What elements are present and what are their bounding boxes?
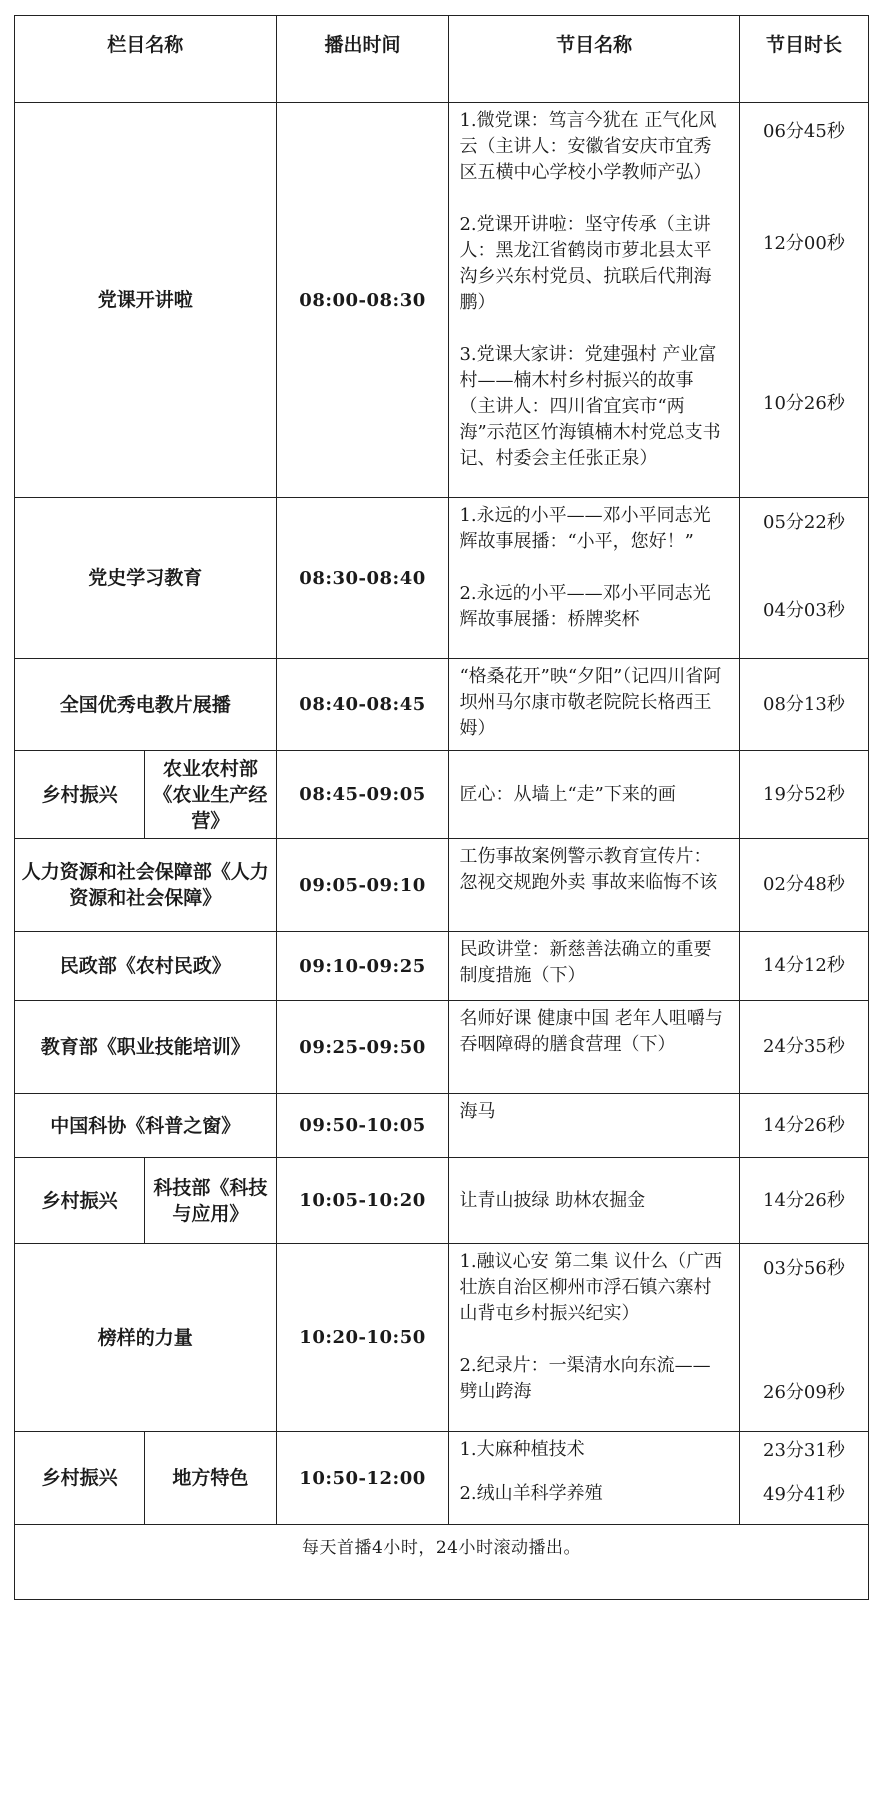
time-cell: 10:50-12:00 bbox=[276, 1432, 449, 1525]
table-row bbox=[15, 498, 869, 659]
table-row bbox=[15, 659, 869, 751]
duration-value: 24分35秒 bbox=[739, 1001, 868, 1094]
program-item: “格桑花开”映“夕阳”（记四川省阿坝州马尔康市敬老院院长格西王姆） bbox=[459, 666, 722, 739]
sub-column-cell: 地方特色 bbox=[145, 1432, 276, 1525]
duration-value: 14分12秒 bbox=[739, 932, 868, 1001]
sub-column-cell: 科技部《科技与应用》 bbox=[145, 1158, 276, 1244]
duration-value: 04分03秒 bbox=[763, 600, 845, 621]
program-cell bbox=[449, 103, 739, 498]
program-item: 2.党课开讲啦：坚守传承（主讲人：黑龙江省鹤岗市萝北县太平沟乡兴东村党员、抗联后代荆海鹏） bbox=[459, 214, 712, 313]
column-cell: 乡村振兴 bbox=[15, 1432, 145, 1525]
time-cell: 09:50-10:05 bbox=[276, 1094, 449, 1158]
table-row bbox=[15, 1158, 869, 1244]
time-cell: 08:40-08:45 bbox=[276, 659, 449, 751]
footer-row bbox=[15, 1525, 869, 1600]
program-cell bbox=[449, 659, 739, 751]
duration-cell bbox=[739, 103, 868, 498]
duration-value: 14分26秒 bbox=[739, 1158, 868, 1244]
time-cell: 09:10-09:25 bbox=[276, 932, 449, 1001]
column-cell: 教育部《职业技能培训》 bbox=[15, 1001, 277, 1094]
duration-value: 14分26秒 bbox=[739, 1094, 868, 1158]
footer-note: 每天首播4小时，24小时滚动播出。 bbox=[15, 1525, 869, 1600]
duration-value: 03分56秒 bbox=[763, 1258, 845, 1279]
program-item: 民政讲堂：新慈善法确立的重要制度措施（下） bbox=[449, 932, 739, 1001]
table-row bbox=[15, 1094, 869, 1158]
time-cell: 08:00-08:30 bbox=[276, 103, 449, 498]
duration-value: 06分45秒 bbox=[763, 121, 845, 142]
table-row bbox=[15, 1244, 869, 1432]
program-item: 2.永远的小平——邓小平同志光辉故事展播：桥牌奖杯 bbox=[459, 583, 711, 630]
duration-cell bbox=[739, 1432, 868, 1525]
column-cell: 乡村振兴 bbox=[15, 1158, 145, 1244]
program-item: 海马 bbox=[449, 1094, 739, 1158]
duration-cell bbox=[739, 498, 868, 659]
duration-value: 10分26秒 bbox=[763, 393, 845, 414]
duration-value: 26分09秒 bbox=[763, 1382, 845, 1403]
program-item: 工伤事故案例警示教育宣传片：忽视交规跑外卖 事故来临悔不该 bbox=[449, 839, 739, 932]
table-row bbox=[15, 839, 869, 932]
duration-value: 08分13秒 bbox=[739, 659, 868, 751]
program-item: 2.纪录片：一渠清水向东流——劈山跨海 bbox=[459, 1355, 711, 1402]
sub-column-cell: 农业农村部《农业生产经营》 bbox=[145, 751, 276, 839]
duration-cell bbox=[739, 1244, 868, 1432]
schedule-table bbox=[14, 15, 869, 1600]
time-cell: 08:45-09:05 bbox=[276, 751, 449, 839]
program-item: 名师好课 健康中国 老年人咀嚼与吞咽障碍的膳食营理（下） bbox=[449, 1001, 739, 1094]
program-item: 1.永远的小平——邓小平同志光辉故事展播：“小平，您好！” bbox=[459, 505, 711, 552]
program-item: 1.大麻种植技术 bbox=[459, 1439, 585, 1460]
duration-value: 23分31秒 bbox=[763, 1440, 845, 1461]
column-cell: 榜样的力量 bbox=[15, 1244, 277, 1432]
duration-value: 02分48秒 bbox=[739, 839, 868, 932]
table-row bbox=[15, 1432, 869, 1525]
time-cell: 10:05-10:20 bbox=[276, 1158, 449, 1244]
program-item: 3.党课大家讲：党建强村 产业富村——楠木村乡村振兴的故事（主讲人：四川省宜宾市“两海”示范区竹海镇楠木村党总支书记、村委会主任张正泉） bbox=[459, 344, 721, 469]
table-row bbox=[15, 751, 869, 839]
program-cell bbox=[449, 498, 739, 659]
program-item: 1.融议心安 第二集 议什么（广西壮族自治区柳州市浮石镇六寨村山背屯乡村振兴纪实） bbox=[459, 1251, 723, 1324]
header-air-time: 播出时间 bbox=[276, 16, 449, 103]
column-cell: 党史学习教育 bbox=[15, 498, 277, 659]
column-cell: 党课开讲啦 bbox=[15, 103, 277, 498]
time-cell: 10:20-10:50 bbox=[276, 1244, 449, 1432]
program-item: 1.微党课：笃言今犹在 正气化风云（主讲人：安徽省安庆市宜秀区五横中心学校小学教师产弘） bbox=[459, 110, 717, 183]
program-cell bbox=[449, 1432, 739, 1525]
time-cell: 09:25-09:50 bbox=[276, 1001, 449, 1094]
column-cell: 乡村振兴 bbox=[15, 751, 145, 839]
header-column-name: 栏目名称 bbox=[15, 16, 277, 103]
column-cell: 全国优秀电教片展播 bbox=[15, 659, 277, 751]
program-cell bbox=[449, 1244, 739, 1432]
header-row bbox=[15, 16, 869, 103]
column-cell: 民政部《农村民政》 bbox=[15, 932, 277, 1001]
header-program-name: 节目名称 bbox=[449, 16, 739, 103]
program-item: 2.绒山羊科学养殖 bbox=[459, 1483, 603, 1504]
table-row bbox=[15, 932, 869, 1001]
column-cell: 中国科协《科普之窗》 bbox=[15, 1094, 277, 1158]
header-duration: 节目时长 bbox=[739, 16, 868, 103]
time-cell: 08:30-08:40 bbox=[276, 498, 449, 659]
column-cell: 人力资源和社会保障部《人力资源和社会保障》 bbox=[15, 839, 277, 932]
duration-value: 05分22秒 bbox=[763, 512, 845, 533]
table-row bbox=[15, 1001, 869, 1094]
program-item: 让青山披绿 助林农掘金 bbox=[449, 1158, 739, 1244]
duration-value: 19分52秒 bbox=[739, 751, 868, 839]
duration-value: 49分41秒 bbox=[763, 1484, 845, 1505]
table-row bbox=[15, 103, 869, 498]
program-item: 匠心：从墙上“走”下来的画 bbox=[449, 751, 739, 839]
time-cell: 09:05-09:10 bbox=[276, 839, 449, 932]
duration-value: 12分00秒 bbox=[763, 233, 845, 254]
